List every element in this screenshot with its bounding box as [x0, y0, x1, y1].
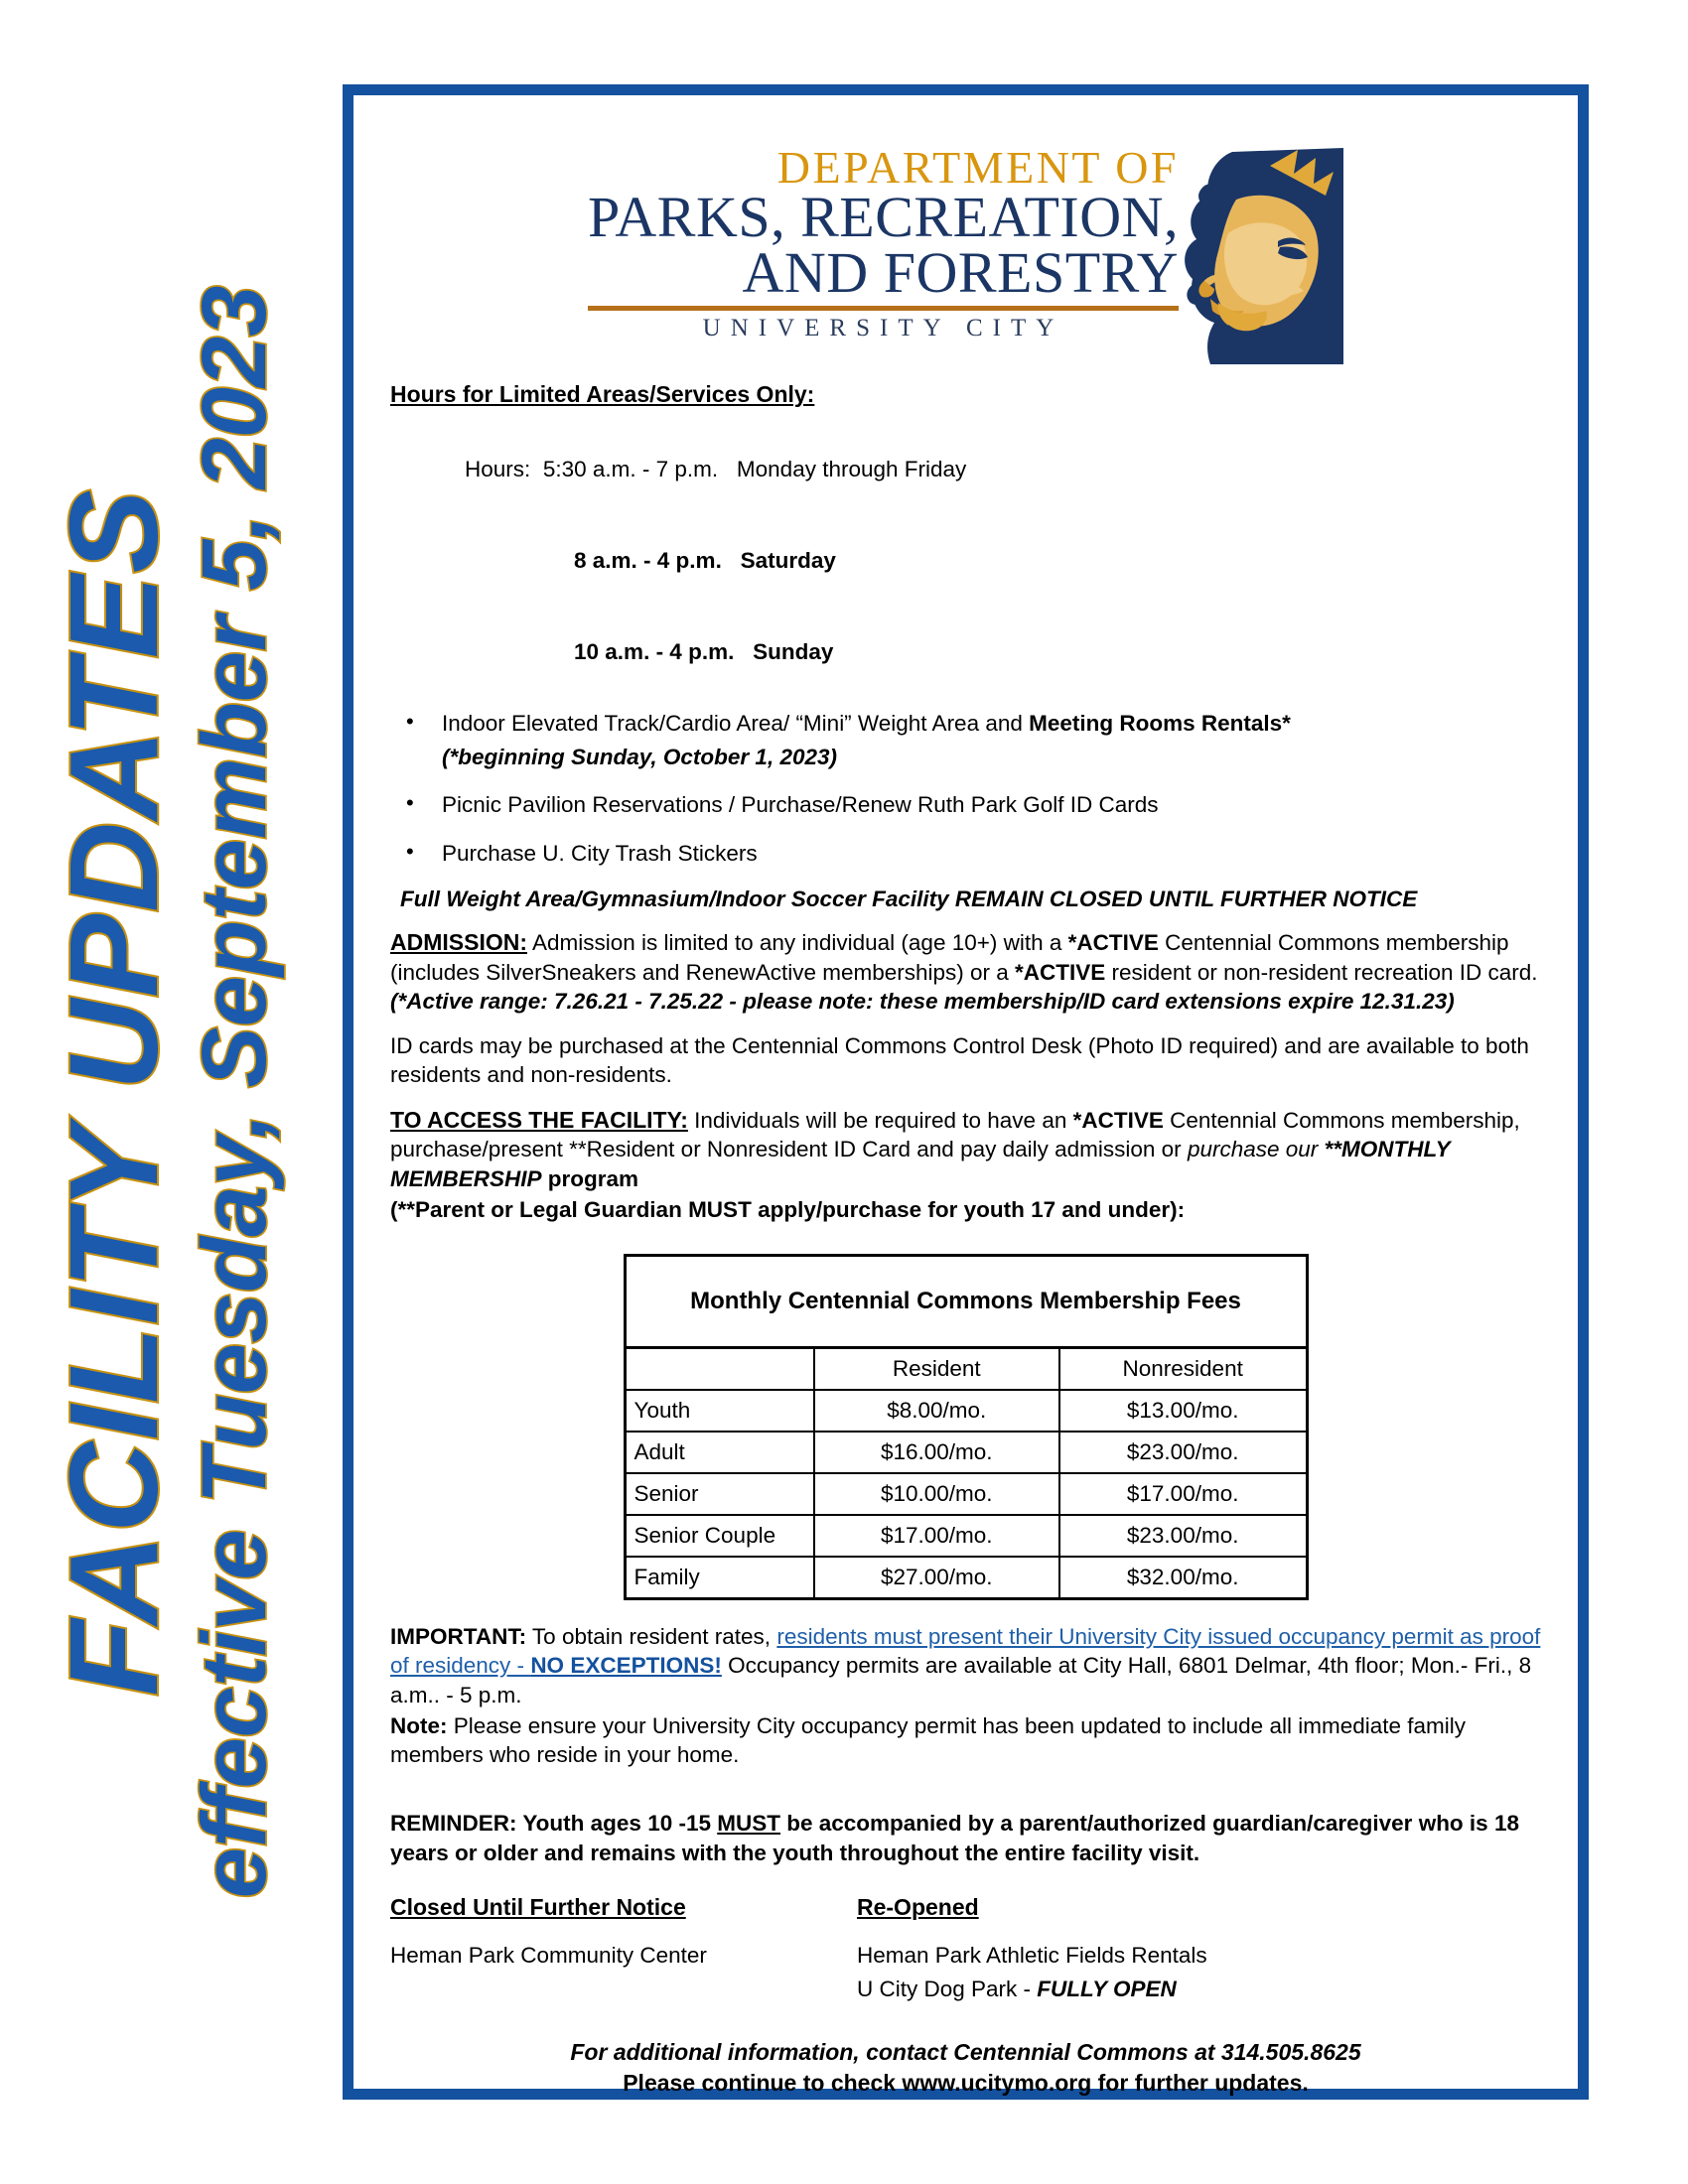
reopened-column	[857, 1893, 1207, 2003]
vertical-title-subtitle: effective Tuesday, September 5, 2023	[183, 285, 285, 1899]
reminder-label: REMINDER:	[390, 1811, 517, 1837]
hours-heading: Hours for Limited Areas/Services Only:	[390, 381, 815, 407]
admission-active-2: *ACTIVE	[1015, 959, 1106, 985]
column-header-nonresident: Nonresident	[1059, 1348, 1307, 1391]
table-header-row	[625, 1348, 1307, 1391]
reminder-text-a: Youth ages 10 -15	[516, 1811, 718, 1837]
hours-section	[390, 380, 1541, 695]
row-resident-price: $17.00/mo.	[814, 1515, 1059, 1557]
closed-column	[390, 1893, 857, 2003]
table-title-row	[625, 1256, 1307, 1348]
row-nonresident-price: $13.00/mo.	[1059, 1390, 1307, 1432]
vertical-title-banner	[0, 0, 338, 2184]
admission-active-range: (*Active range: 7.26.21 - 7.25.22 - please note: these membership/ID card extensions expire 12.31.23)	[390, 988, 1455, 1014]
note-label: Note:	[390, 1712, 448, 1738]
membership-fees-table	[624, 1254, 1309, 1600]
logo-line-forestry: AND FORESTRY	[742, 239, 1180, 305]
reopened-heading: Re-Opened	[857, 1893, 979, 1920]
logo-line-university-city: UNIVERSITY CITY	[702, 314, 1064, 341]
row-type: Senior	[625, 1473, 814, 1515]
reminder-must: MUST	[717, 1811, 780, 1837]
row-nonresident-price: $23.00/mo.	[1059, 1432, 1307, 1473]
logo-line-parks: PARKS, RECREATION,	[587, 185, 1180, 250]
important-text-b: Occupancy permits are available at City Hall, 6801 Delmar, 4th floor; Mon.- Fri., 8 a.m.. - 5 p.m.	[390, 1653, 1532, 1707]
reopened-item	[857, 1975, 1207, 2003]
table-row	[625, 1432, 1307, 1473]
table-row	[625, 1515, 1307, 1557]
reminder-paragraph	[390, 1809, 1541, 1867]
closed-facilities-notice: Full Weight Area/Gymnasium/Indoor Soccer Facility REMAIN CLOSED UNTIL FURTHER NOTICE	[400, 886, 1418, 911]
row-type: Senior Couple	[625, 1515, 814, 1557]
no-exceptions-emphasis: NO EXCEPTIONS!	[530, 1653, 722, 1679]
list-item	[390, 709, 1541, 772]
row-type: Family	[625, 1557, 814, 1599]
hours-row	[390, 426, 1541, 513]
bullet-subnote: (*beginning Sunday, October 1, 2023)	[442, 745, 837, 770]
hours-time: 10 a.m. - 4 p.m.	[574, 638, 735, 664]
status-columns	[390, 1893, 1541, 2003]
reopened-item-text: U City Dog Park -	[857, 1977, 1038, 2002]
row-nonresident-price: $32.00/mo.	[1059, 1557, 1307, 1599]
hours-time: 5:30 a.m. - 7 p.m.	[542, 457, 719, 482]
important-label: IMPORTANT:	[390, 1624, 527, 1650]
row-resident-price: $10.00/mo.	[814, 1473, 1059, 1515]
bullet-text: Picnic Pavilion Reservations / Purchase/Renew Ruth Park Golf ID Cards	[442, 792, 1159, 818]
access-program: program	[541, 1165, 639, 1191]
access-monthly-membership: **MONTHLY MEMBERSHIP	[390, 1137, 1451, 1191]
logo-wordmark	[588, 142, 1179, 341]
reopened-item	[857, 1941, 1207, 1971]
occupancy-permit-link[interactable]: residents must present their University City issued occupancy permit as proof of residency -	[390, 1624, 1541, 1679]
hours-days: Saturday	[740, 547, 836, 573]
row-nonresident-price: $23.00/mo.	[1059, 1515, 1307, 1557]
admission-heading: ADMISSION:	[390, 928, 527, 955]
department-logo	[390, 142, 1541, 364]
hours-label: Hours:	[465, 457, 531, 482]
hours-row	[390, 517, 1541, 605]
row-type: Youth	[625, 1390, 814, 1432]
fees-table-wrapper	[390, 1254, 1541, 1600]
lion-head-icon	[1175, 148, 1343, 364]
admission-paragraph	[390, 928, 1541, 1016]
admission-active-1: *ACTIVE	[1067, 929, 1159, 955]
admission-text-a: Admission is limited to any individual (age 10+) with a	[527, 929, 1068, 955]
reminder-text-b: be accompanied by a parent/authorized guardian/caregiver who is 18 years or older and remains with the youth throughout the entire facility visit.	[390, 1811, 1519, 1865]
column-header-resident: Resident	[814, 1348, 1059, 1391]
flyer-frame	[343, 84, 1589, 2100]
reopened-item-text: Heman Park Athletic Fields Rentals	[857, 1942, 1207, 1968]
access-text-b: Centennial Commons membership, purchase/present **Resident or Nonresident ID Card and pay daily admission or	[390, 1107, 1520, 1162]
admission-text-b: Centennial Commons membership (includes SilverSneakers and RenewActive memberships) or a	[390, 929, 1509, 985]
hours-days: Sunday	[753, 638, 834, 664]
access-purchase-our: purchase our	[1187, 1137, 1325, 1162]
access-text-a: Individuals will be required to have an	[687, 1107, 1073, 1133]
row-type: Adult	[625, 1432, 814, 1473]
important-paragraph	[390, 1622, 1541, 1709]
id-cards-paragraph: ID cards may be purchased at the Centennial Commons Control Desk (Photo ID required) and are available to both residents and non-residents.	[390, 1033, 1529, 1088]
table-row	[625, 1473, 1307, 1515]
row-resident-price: $16.00/mo.	[814, 1432, 1059, 1473]
logo-line-department: DEPARTMENT OF	[776, 142, 1180, 193]
vertical-title-main: FACILITY UPDATES	[43, 487, 184, 1697]
hours-days: Monday through Friday	[736, 457, 967, 482]
closed-item: Heman Park Community Center	[390, 1942, 707, 1968]
services-bullet-list	[390, 709, 1541, 869]
table-row	[625, 1557, 1307, 1599]
table-row	[625, 1390, 1307, 1432]
hours-row	[390, 608, 1541, 695]
bullet-text-bold: Meeting Rooms Rentals*	[1029, 711, 1291, 737]
fully-open-badge: FULLY OPEN	[1037, 1977, 1177, 2002]
bullet-text: Purchase U. City Trash Stickers	[442, 840, 758, 866]
footer-line-2: Please continue to check www.ucitymo.org for further updates.	[623, 2070, 1309, 2097]
bullet-text: Indoor Elevated Track/Cardio Area/ “Mini” Weight Area and	[442, 711, 1030, 737]
column-header-blank	[625, 1348, 814, 1391]
note-paragraph	[390, 1711, 1541, 1770]
row-resident-price: $8.00/mo.	[814, 1390, 1059, 1432]
footer-line-1: For additional information, contact Centennial Commons at 314.505.8625	[570, 2039, 1361, 2066]
list-item	[390, 839, 1541, 869]
access-heading: TO ACCESS THE FACILITY:	[390, 1106, 688, 1133]
closed-heading: Closed Until Further Notice	[390, 1893, 686, 1920]
list-item	[390, 790, 1541, 820]
row-resident-price: $27.00/mo.	[814, 1557, 1059, 1599]
footer-contact	[390, 2037, 1541, 2099]
access-paragraph	[390, 1106, 1541, 1193]
important-text-a: To obtain resident rates,	[526, 1624, 777, 1650]
hours-time: 8 a.m. - 4 p.m.	[574, 547, 722, 573]
note-text: Please ensure your University City occupancy permit has been updated to include all immediate family members who reside in your home.	[390, 1712, 1467, 1768]
parent-guardian-note: (**Parent or Legal Guardian MUST apply/purchase for youth 17 and under):	[390, 1196, 1186, 1222]
logo-divider-rule	[588, 306, 1179, 311]
admission-text-c: resident or non-resident recreation ID card.	[1105, 959, 1538, 985]
row-nonresident-price: $17.00/mo.	[1059, 1473, 1307, 1515]
access-active: *ACTIVE	[1072, 1107, 1164, 1133]
fees-table-title: Monthly Centennial Commons Membership Fees	[625, 1256, 1307, 1348]
